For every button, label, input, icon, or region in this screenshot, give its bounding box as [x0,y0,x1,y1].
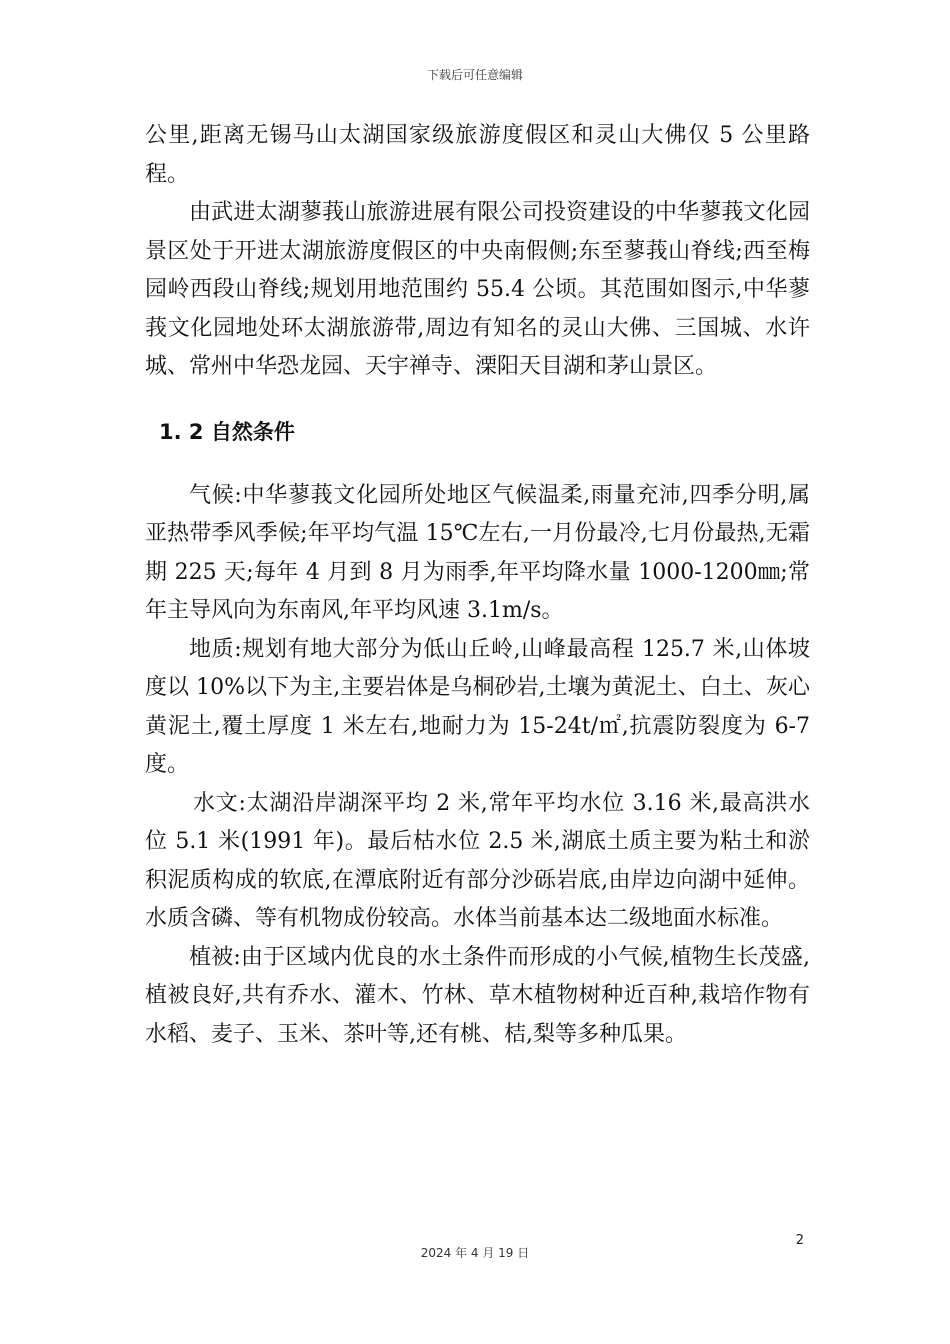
section-heading: 1. 2 自然条件 [159,419,295,444]
page-footer-date: 2024 年 4 月 19 日 [420,1246,530,1260]
paragraph-vegetation: 植被:由于区域内优良的水土条件而形成的小气候,植物生长茂盛,植被良好,共有乔水、灌木、竹林、草木植物树种近百种,栽培作物有水稻、麦子、玉米、茶叶等,还有桃、桔,梨等多种瓜果。 [145,944,810,1047]
paragraph-continuation: 公里,距离无锡马山太湖国家级旅游度假区和灵山大佛仅 5 公里路程。 [145,123,810,187]
document-body [145,117,810,1054]
page-number: 2 [795,1233,804,1248]
paragraph-location: 由武进太湖蓼莪山旅游进展有限公司投资建设的中华蓼莪文化园景区处于开进太湖旅游度假区的中央南假侧;东至蓼莪山脊线;西至梅园岭西段山脊线;规划用地范围约 55.4 公顷。其范围如图示,中华蓼莪文化园地处环太湖旅游带,周边有知名的灵山大佛、三国城、水许城、常州中华恐龙园、天宇禅寺、溧阳天目湖和茅山景区。 [145,200,810,379]
paragraph-hydrology: 水文:太湖沿岸湖深平均 2 米,常年平均水位 3.16 米,最高洪水位 5.1 米(1991 年)。最后枯水位 2.5 米,湖底土质主要为粘土和淤积泥质构成的软底,在潭底附近有部分沙砾岩底,由岸边向湖中延伸。水质含磷、等有机物成份较高。水体当前基本达二级地面水标准。 [145,790,810,931]
paragraph-geology: 地质:规划有地大部分为低山丘岭,山峰最高程 125.7 米,山体坡度以 10%以下为主,主要岩体是乌桐砂岩,土壤为黄泥土、白土、灰心黄泥土,覆土厚度 1 米左右,地耐力为 15-24t/㎡,抗震防裂度为 6-7 度。 [145,636,810,777]
page-header: 下载后可任意编辑 [426,68,523,82]
paragraph-climate: 气候:中华蓼莪文化园所处地区气候温柔,雨量充沛,四季分明,属亚热带季风季候;年平均气温 15℃左右,一月份最冷,七月份最热,无霜期 225 天;每年 4 月到 8 月为雨季,年平均降水量 1000-1200㎜;常年主导风向为东南风,年平均风速 3.1m/s。 [145,482,810,623]
